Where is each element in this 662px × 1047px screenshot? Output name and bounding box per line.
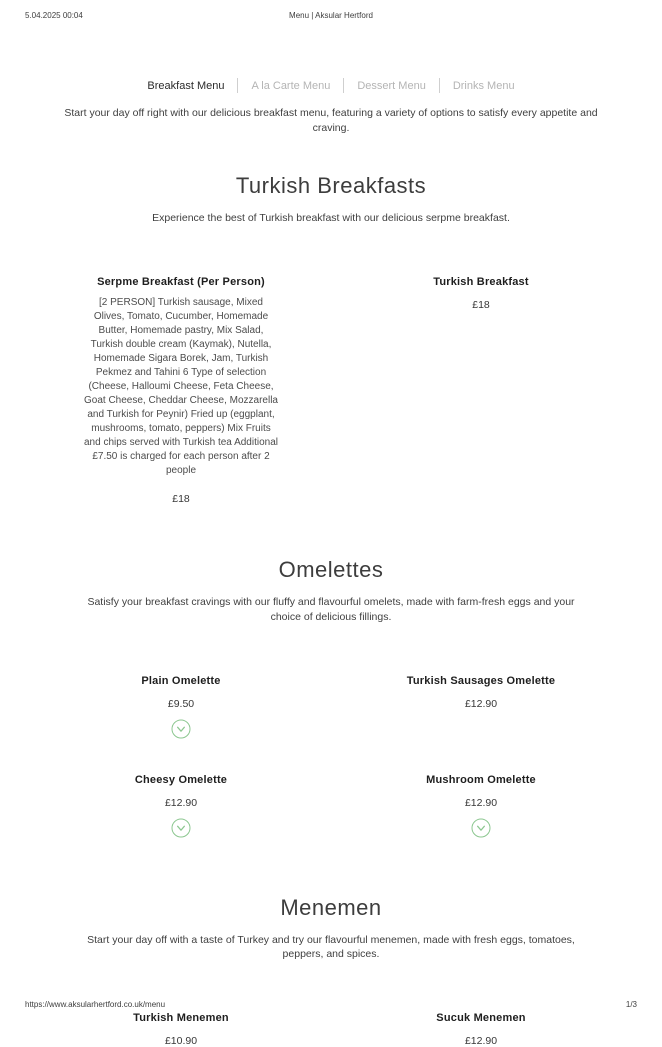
item-price: £10.90 [164,1034,198,1047]
item-name: Cheesy Omelette [134,773,228,786]
tab-drinks-menu[interactable]: Drinks Menu [452,79,515,92]
print-date: 5.04.2025 00:04 [25,11,83,20]
item-name: Turkish Breakfast [433,276,529,289]
section-title-omelettes: Omelettes [278,557,384,583]
chevron-down-icon [471,818,491,838]
item-price: £12.90 [464,697,498,710]
menu-item-turkish-breakfast [361,276,601,311]
tab-a-la-carte-menu[interactable]: A la Carte Menu [251,79,331,92]
item-price: £12.90 [464,1034,498,1047]
item-name: Turkish Sausages Omelette [406,674,556,687]
tab-separator [237,78,238,93]
print-header [25,11,637,23]
items-grid [61,276,601,505]
section-title-turkish-breakfasts: Turkish Breakfasts [235,173,427,199]
section-title-menemen: Menemen [280,894,382,920]
menu-item-serpme-breakfast [61,276,301,505]
item-price: £12.90 [464,796,498,809]
tab-breakfast-menu[interactable]: Breakfast Menu [147,79,225,92]
menu-tabs [61,78,601,93]
menu-item-mushroom-omelette [361,774,601,843]
tab-separator [439,78,440,93]
section-turkish-breakfasts [61,173,601,505]
item-description: [2 PERSON] Turkish sausage, Mixed Olives, Tomato, Cucumber, Homemade Butter, Homemade pastry, Mix Salad, Turkish double cream (Kaymak), Nutella, Homemade Sigara Borek, Jam, Turkish Pekmez and Tahini 6 Type of selection (Cheese, Halloumi Cheese, Feta Cheese, Goat Cheese, Cheddar Cheese, Mozzarella and Turkish for Peynir) Fried up (eggplant, mushrooms, tomato, peppers) Mix Fruits and chips served with Turkish tea Additional £7.50 is charged for each person after 2 people [84,297,278,477]
item-name: Mushroom Omelette [426,773,536,786]
section-subtitle-turkish-breakfasts: Experience the best of Turkish breakfast with our delicious serpme breakfast. [152,212,510,225]
item-price: £12.90 [164,796,198,809]
chevron-down-icon [171,719,191,739]
item-price: £18 [172,493,190,506]
item-name: Sucuk Menemen [436,1011,526,1024]
expand-item-button[interactable] [171,719,191,739]
item-name: Serpme Breakfast (Per Person) [97,276,265,289]
item-price: £18 [472,299,490,312]
print-title: Menu | Aksular Hertford [289,11,373,20]
section-subtitle-omelettes: Satisfy your breakfast cravings with our fluffy and flavourful omelets, made with farm-fresh eggs and your choice of delicious fillings. [87,596,575,623]
expand-item-button[interactable] [471,818,491,838]
menu-item-sucuk-menemen [361,1012,601,1047]
item-price: £9.50 [167,697,195,710]
chevron-down-icon [171,818,191,838]
menu-item-turkish-menemen [61,1012,301,1047]
menu-page [61,0,601,1047]
item-name: Turkish Menemen [133,1011,229,1024]
section-subtitle-menemen: Start your day off with a taste of Turkey and try our flavourful menemen, made with fresh eggs, tomatoes, peppers, and spices. [87,933,575,961]
item-name: Plain Omelette [141,674,221,687]
menu-item-turkish-sausages-omelette [361,675,601,710]
tab-separator [343,78,344,93]
items-grid [61,1012,601,1047]
section-menemen [61,895,601,1047]
menu-intro-text: Start your day off right with our delicious breakfast menu, featuring a variety of options to satisfy every appetite and craving. [64,107,598,135]
print-footer [25,1000,637,1012]
footer-page-number: 1/3 [625,1000,637,1009]
tab-dessert-menu[interactable]: Dessert Menu [357,79,426,92]
menu-item-plain-omelette [61,675,301,744]
expand-item-button[interactable] [171,818,191,838]
menu-item-cheesy-omelette [61,774,301,843]
section-omelettes [61,557,601,842]
footer-url: https://www.aksularhertford.co.uk/menu [25,1000,166,1009]
items-grid [61,675,601,843]
